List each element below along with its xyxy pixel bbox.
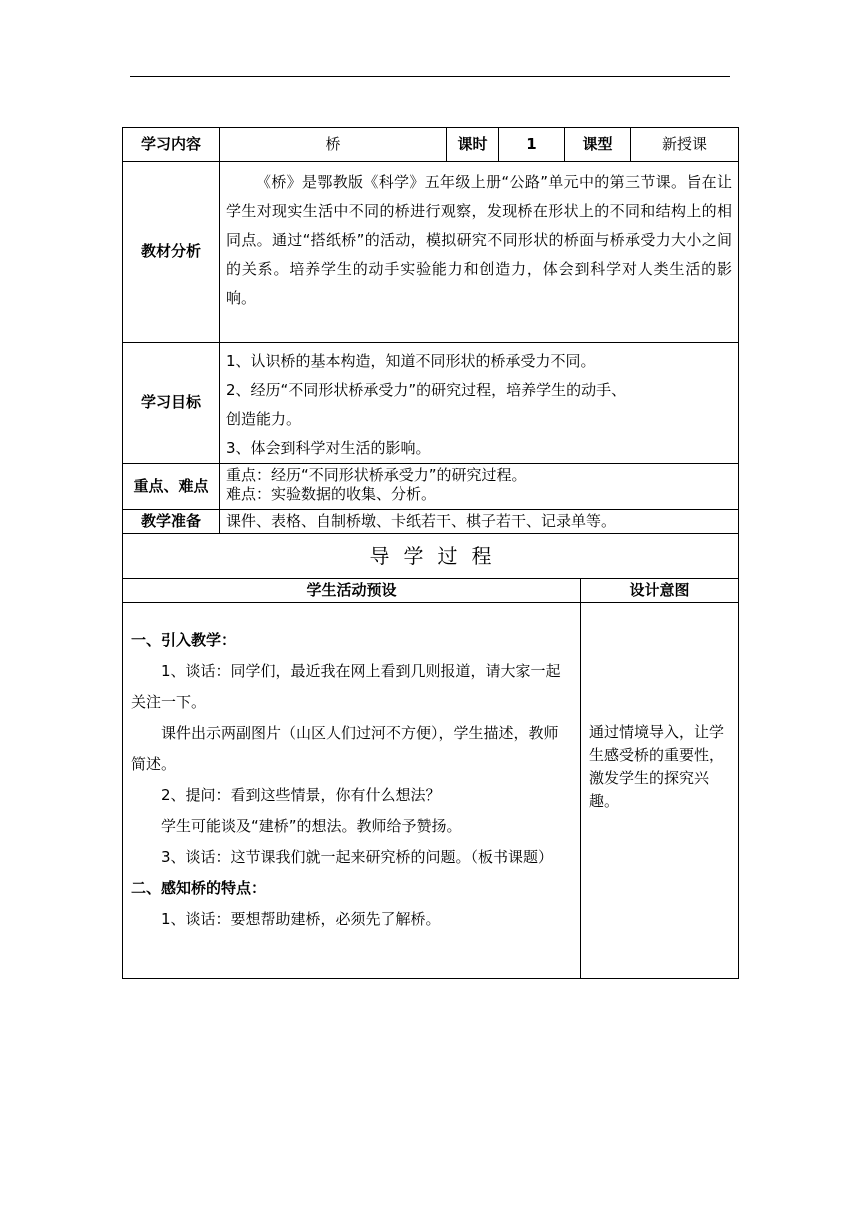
period-value: 1	[499, 128, 565, 162]
key-points-row	[123, 464, 739, 510]
analysis-row	[123, 162, 739, 343]
goals-row	[123, 343, 739, 464]
preparation-text: 课件、表格、自制桥墩、卡纸若干、棋子若干、记录单等。	[220, 510, 739, 534]
preparation-row	[123, 510, 739, 534]
key-point-text: 重点：经历“不同形状桥承受力”的研究过程。	[226, 466, 527, 484]
goals-label: 学习目标	[123, 343, 220, 464]
content-value: 桥	[220, 128, 447, 162]
content-label: 学习内容	[123, 128, 220, 162]
info-row	[123, 128, 739, 162]
activity-line: 1、谈话：要想帮助建桥，必须先了解桥。	[161, 910, 441, 928]
type-label: 课型	[565, 128, 631, 162]
lesson-plan-table	[122, 127, 739, 979]
activity-column-header: 学生活动预设	[123, 579, 581, 603]
intent-cell	[581, 603, 739, 979]
analysis-label: 教材分析	[123, 162, 220, 343]
activity-line: 1、谈话：同学们，最近我在网上看到几则报道，请大家一起关注一下。	[131, 662, 561, 711]
intent-column-header: 设计意图	[581, 579, 739, 603]
goals-cell	[220, 343, 739, 464]
header-rule	[130, 76, 730, 77]
activity-line: 2、提问：看到这些情景，你有什么想法？	[161, 786, 441, 804]
goal-item: 2、经历“不同形状桥承受力”的研究过程，培养学生的动手、	[226, 381, 627, 399]
section-heading: 二、感知桥的特点：	[131, 879, 267, 897]
activity-line: 课件出示两副图片（山区人们过河不方便），学生描述，教师简述。	[131, 724, 559, 773]
process-header-row	[123, 579, 739, 603]
key-points-label: 重点、难点	[123, 464, 220, 510]
goal-item: 3、体会到科学对生活的影响。	[226, 439, 431, 457]
process-body-row	[123, 603, 739, 979]
activity-line: 学生可能谈及“建桥”的想法。教师给予赞扬。	[161, 817, 462, 835]
goal-item: 创造能力。	[226, 410, 302, 428]
preparation-label: 教学准备	[123, 510, 220, 534]
activity-line: 3、谈话：这节课我们就一起来研究桥的问题。（板书课题）	[161, 848, 554, 866]
difficult-point-text: 难点：实验数据的收集、分析。	[226, 485, 437, 503]
type-value: 新授课	[631, 128, 739, 162]
process-title-row	[123, 534, 739, 579]
analysis-text: 《桥》是鄂教版《科学》五年级上册“公路”单元中的第三节课。旨在让学生对现实生活中不同的桥进行观察，发现桥在形状上的不同和结构上的相同点。通过“搭纸桥”的活动，模拟研究不同形状的桥面与桥承受力大小之间的关系。培养学生的动手实验能力和创造力，体会到科学对人类生活的影响。	[226, 173, 733, 307]
analysis-cell	[220, 162, 739, 343]
key-points-cell	[220, 464, 739, 510]
activity-cell	[123, 603, 581, 979]
period-label: 课时	[447, 128, 499, 162]
goal-item: 1、认识桥的基本构造，知道不同形状的桥承受力不同。	[226, 352, 596, 370]
lesson-plan-document	[122, 127, 738, 979]
process-title: 导学过程	[123, 534, 739, 579]
section-heading: 一、引入教学：	[131, 631, 237, 649]
intent-text: 通过情境导入，让学生感受桥的重要性，激发学生的探究兴趣。	[589, 723, 725, 810]
